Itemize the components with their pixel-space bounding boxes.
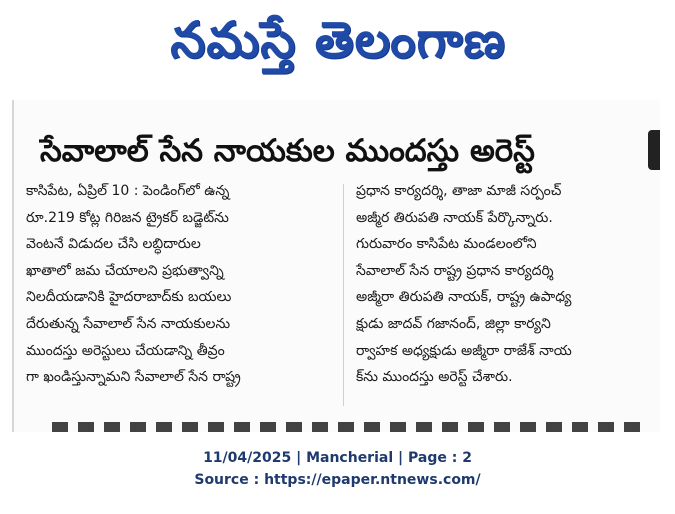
source-link[interactable]: Source : https://epaper.ntnews.com/ [194, 472, 481, 488]
article-column-right [356, 178, 652, 391]
article-line: అజ్మీర తిరుపతి నాయక్ పేర్కొన్నారు. [356, 209, 553, 226]
masthead [0, 0, 675, 90]
article-line: వెంటనే విడుదల చేసి లబ్ధిదారుల [26, 236, 201, 253]
article-line: దేరుతున్న సేవాలాల్ సేన నాయకులను [26, 315, 231, 332]
article-line: సేవాలాల్ సేన రాష్ట్ర ప్రధాన కార్యదర్శి [356, 262, 554, 279]
edition-meta: 11/04/2025 | Mancherial | Page : 2 [203, 450, 472, 466]
clipping-edge [12, 100, 14, 432]
article-line: క్‌ను ముందస్తు అరెస్ట్ చేశారు. [356, 369, 513, 386]
article-column-left [26, 178, 322, 391]
newspaper-logo: నమస్తే తెలంగాణ [170, 10, 506, 69]
article-line: క్షుడు జాదవ్ గజానంద్, జిల్లా కార్యని [356, 315, 551, 332]
article-line: ర్వాహక అధ్యక్షుడు అజ్మీరా రాజేశ్ నాయ [356, 342, 572, 359]
article-line: ప్రధాన కార్యదర్శి, తాజా మాజీ సర్పంచ్ [356, 183, 562, 199]
column-divider [343, 184, 344, 406]
article-line: కాసిపేట, ఏప్రిల్ 10 : పెండింగ్‌లో ఉన్న [26, 183, 230, 199]
article-line: గా ఖండిస్తున్నామని సేవాలాల్ సేన రాష్ట్ర [26, 369, 241, 386]
article-headline: సేవాలాల్ సేన నాయకుల ముందస్తు అరెస్ట్ [40, 133, 535, 169]
article-line: రూ.219 కోట్ల గిరిజన ట్రైకర్ బడ్జెట్‌ను [26, 209, 229, 226]
news-clipping [12, 100, 660, 432]
article-line: నిలదీయడానికి హైదరాబాద్‌కు బయలు [26, 289, 232, 306]
article-line: ముందస్తు అరెస్టులు చేయడాన్ని తీవ్రం [26, 342, 225, 359]
article-line: గురువారం కాసిపేట మండలంలోని [356, 236, 537, 253]
article-line: ఖాతాలో జమ చేయాలని ప్రభుత్వాన్ని [26, 262, 224, 279]
article-line: అజ్మీరా తిరుపతి నాయక్, రాష్ట్ర ఉపాధ్య [356, 289, 572, 306]
clipping-footer [0, 447, 675, 491]
next-article-cutoff [52, 422, 642, 432]
adjacent-article-fragment [648, 130, 660, 170]
